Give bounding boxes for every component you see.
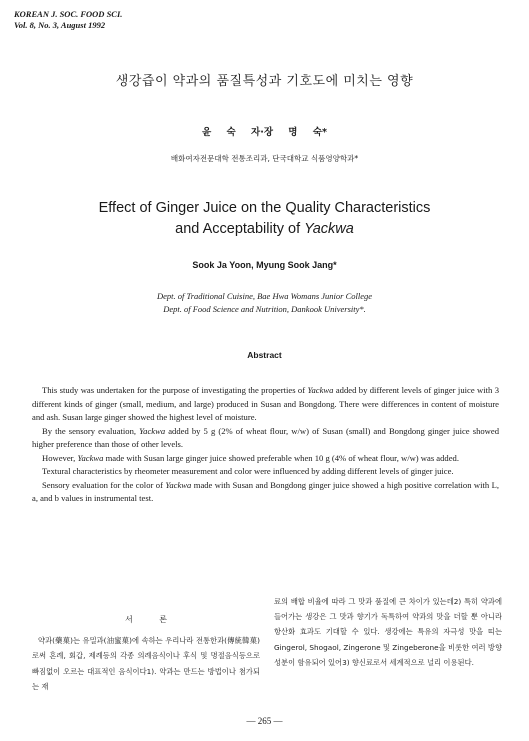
abstract-body: [32, 384, 499, 506]
abstract-p5-yackwa: Yackwa: [165, 479, 192, 490]
abstract-paragraph-5: [32, 479, 499, 506]
abstract-p3-text-a: However,: [42, 452, 76, 463]
english-title-line2-prefix: and Acceptability of: [175, 221, 301, 237]
abstract-p5-text-a: Sensory evaluation for the color of: [42, 479, 163, 490]
korean-affiliation: 배화여자전문대학 전통조리과, 단국대학교 식품영양학과*: [170, 154, 359, 163]
abstract-paragraph-4: Textural characteristics by rheometer measurement and color were influenced by adding different levels of ginger juice.: [42, 466, 454, 476]
abstract-p1-text-b: added by different levels of ginger juice with 3 different kinds of ginger (small, medium, and large) produced in Susan and Bongdong. There were differences in content of moisture and ash. Susan large ginger showed the highest level of moisture.: [32, 385, 499, 422]
journal-volume: Vol. 8, No. 3, August 1992: [14, 19, 106, 30]
english-title-line1: Effect of Ginger Juice on the Quality Characteristics: [98, 200, 431, 216]
journal-header: [14, 9, 122, 30]
body-right-paragraph: 료의 배합 비율에 따라 그 맛과 품질에 큰 차이가 있는데2) 특히 약과에 들어가는 생강은 그 맛과 향기가 독특하여 약과의 맛을 더할 뿐 아니라 항산화 효과도 기대할 수 있다. 생강에는 특유의 자극성 맛을 띠는 Gingerol, Shogaol, Zingerone 및 Zingeberone을 비롯한 여러 방향 성분이 함유되어 있어3) 향신료로서 세계적으로 널리 이용된다.: [274, 597, 502, 667]
abstract-paragraph-3: [32, 452, 499, 466]
abstract-p1-text-a: This study was undertaken for the purpose of investigating the properties of: [42, 385, 306, 395]
abstract-p1-yackwa: Yackwa: [307, 385, 334, 395]
abstract-p2-text-a: By the sensory evaluation,: [42, 425, 137, 436]
abstract-p5-text-b: made with Susan and Bongdong ginger juice showed a high positive correlation with L, a, and b values in instrumental test.: [32, 479, 500, 503]
body-left-paragraph: 약과(藥菓)는 유밀과(油蜜菓)에 속하는 우리나라 전통한과(傳統韓菓)로써 혼례, 회갑, 제례등의 각종 의례음식이나 후식 및 명절음식등으로 빠짐없이 오르는 대표적인 음식이다1). 약과는 만드는 방법이나 첨가되는 재: [32, 636, 260, 691]
abstract-paragraph-1: [32, 384, 499, 425]
body-right-column: [274, 594, 502, 670]
affiliation-1: Dept. of Traditional Cuisine, Bae Hwa Womans Junior College: [156, 291, 373, 301]
english-affiliations: [0, 290, 529, 316]
abstract-p3-yackwa: Yackwa: [77, 452, 104, 463]
body-left-column: [32, 612, 260, 694]
korean-title: 생강즙이 약과의 품질특성과 기호도에 미치는 영향: [115, 74, 414, 89]
page-number: — 265 —: [246, 716, 283, 726]
english-title-line2: [40, 219, 489, 240]
affiliation-2: Dept. of Food Science and Nutrition, Dankook University*.: [163, 304, 366, 314]
abstract-p2-text-b: added by 5 g (2% of wheat flour, w/w) of Susan (small) and Bongdong ginger juice showed higher preference than those of other levels.: [32, 425, 499, 449]
english-title: [40, 198, 489, 240]
english-authors: Sook Ja Yoon, Myung Sook Jang*: [192, 260, 337, 270]
english-title-yackwa: Yackwa: [304, 221, 354, 237]
abstract-paragraph-2: [32, 425, 499, 452]
korean-authors: 윤 숙 자·장 명 숙*: [202, 127, 327, 138]
journal-name: KOREAN J. SOC. FOOD SCI.: [14, 9, 123, 19]
abstract-heading: Abstract: [247, 350, 282, 360]
section-heading-introduction: 서 론: [125, 615, 167, 624]
abstract-p2-yackwa: Yackwa: [139, 425, 166, 436]
abstract-p3-text-b: made with Susan large ginger juice showed preferable when 10 g (4% of wheat flour, w/w) was added.: [105, 452, 459, 463]
